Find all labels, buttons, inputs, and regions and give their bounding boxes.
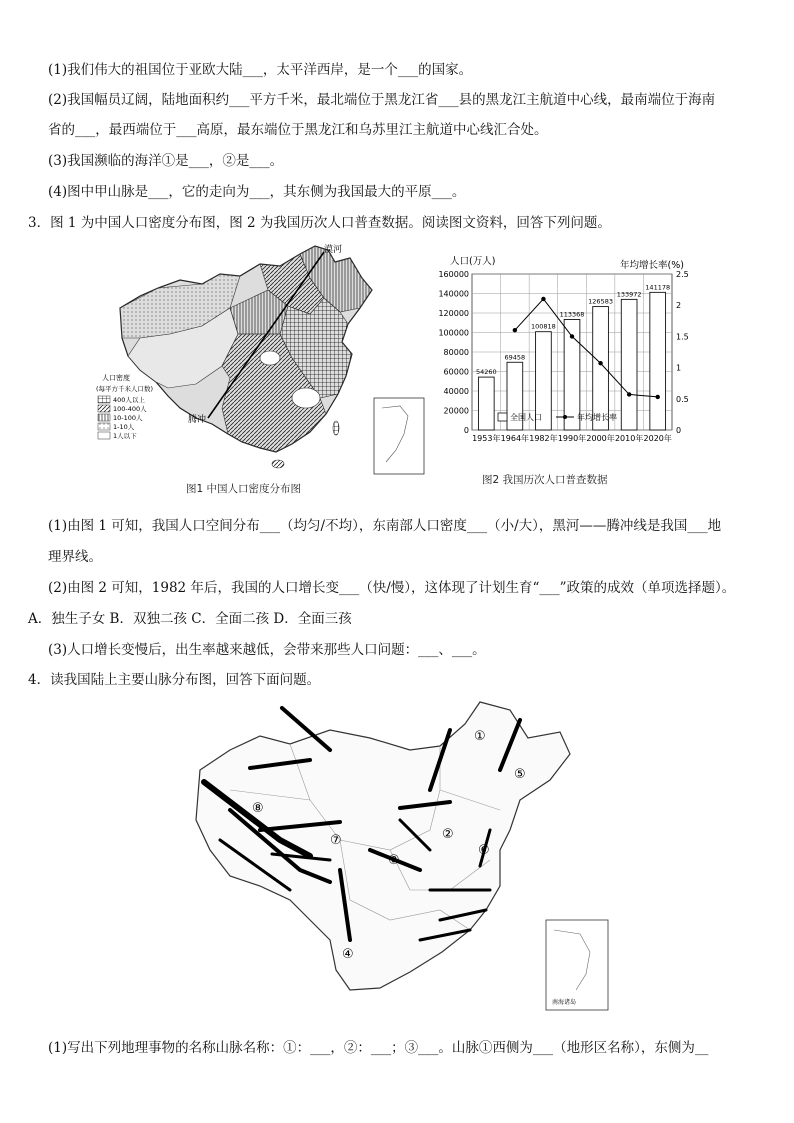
legend-swatch-population — [498, 413, 507, 421]
bar-population — [478, 377, 494, 430]
y-tick-label: 60000 — [443, 367, 469, 377]
q3-s1b: 理界线。 — [48, 549, 102, 565]
mountain-map — [190, 690, 620, 1020]
growth-rate-point — [598, 361, 602, 365]
y-tick-label: 140000 — [438, 289, 469, 299]
x-tick-label: 2020年 — [643, 434, 672, 443]
q3-intro: 3．图 1 为中国人口密度分布图，图 2 为我国历次人口普查数据。阅读图文资料，回答下列问题。 — [28, 215, 611, 231]
q2-line-4: (3)我国濒临的海洋①是___，②是___。 — [48, 153, 284, 169]
y-tick-label: 100000 — [438, 328, 469, 338]
marker-2: ② — [442, 827, 454, 842]
label-tengchong: 腾冲 — [188, 415, 207, 425]
y-tick-label: 120000 — [438, 309, 469, 318]
y-tick-label: 20000 — [443, 406, 469, 416]
marker-6: ⑥ — [478, 843, 490, 858]
legend-item-2: 100-400人 — [113, 405, 147, 413]
legend-item-3: 10-100人 — [113, 414, 143, 422]
china-outline-2 — [196, 702, 570, 990]
y2-tick-label: 1.5 — [676, 332, 689, 342]
growth-rate-point — [541, 297, 545, 301]
bar-population — [593, 307, 609, 430]
legend-item-5: 1人以下 — [113, 432, 137, 440]
q2-line-3: 省的___，最西端位于___高原，最东端位于黑龙江和乌苏里江主航道中心线汇合处。 — [48, 122, 548, 138]
y-tick-label: 80000 — [443, 348, 469, 357]
x-tick-label: 2000年 — [586, 434, 615, 443]
q3-s2: (2)由图 2 可知，1982 年后，我国的人口增长变___（快/慢），这体现了计划生育“___”政策的成效（单项选择题）。 — [48, 580, 736, 596]
legend-title: 人口密度 — [102, 374, 130, 382]
y2-tick-label: 0 — [676, 426, 682, 435]
inset-label: 南海诸岛 — [552, 999, 577, 1006]
y2-tick-label: 0.5 — [676, 394, 689, 404]
x-tick-label: 1982年 — [529, 434, 558, 443]
bar-data-label: 126583 — [588, 297, 613, 306]
bar-data-label: 54260 — [475, 368, 497, 377]
q2-line-1: (1)我们伟大的祖国位于亚欧大陆___，太平洋西岸，是一个___的国家。 — [48, 62, 473, 78]
q3-s2-options: A．独生子女 B．双独二孩 C．全面二孩 D．全面三孩 — [28, 611, 352, 627]
census-chart — [440, 250, 710, 450]
bar-data-label: 113368 — [559, 310, 585, 319]
marker-7: ⑦ — [330, 833, 342, 848]
q3-s1: (1)由图 1 可知，我国人口空间分布___（均匀/不均），东南部人口密度___（小/大），黑河——腾冲线是我国___地 — [48, 518, 722, 534]
y-tick-label: 160000 — [438, 270, 469, 279]
marker-1: ① — [474, 729, 486, 744]
y-tick-label: 0 — [463, 426, 469, 435]
legend-subtitle: (每平方千米人口数) — [96, 385, 154, 393]
legend-swatch-rate-dot — [563, 415, 567, 419]
map-legend — [96, 373, 153, 440]
chart-y2label: 年均增长率(%) — [620, 260, 684, 271]
y-tick-label: 40000 — [443, 387, 469, 396]
bar-data-label: 141178 — [645, 283, 671, 292]
marker-4: ④ — [342, 947, 354, 962]
bar-data-label: 100818 — [531, 322, 556, 331]
growth-rate-point — [627, 392, 631, 396]
fig1-caption: 图1 中国人口密度分布图 — [186, 483, 302, 495]
bar-data-label: 69458 — [504, 353, 526, 362]
south-sea-inset — [374, 398, 424, 474]
marker-3: ③ — [388, 853, 400, 868]
q2-line-2: (2)我国幅员辽阔，陆地面积约___平方千米，最北端位于黑龙江省___县的黑龙江主航道中心线，最南端位于海南 — [48, 92, 716, 108]
y2-tick-label: 2.5 — [676, 270, 689, 279]
q3-s3: (3)人口增长变慢后，出生率越来越低，会带来那些人口问题：___、___。 — [48, 642, 486, 658]
bar-population — [650, 292, 666, 430]
legend-item-4: 1-10人 — [113, 423, 135, 431]
q4-s1: (1)写出下列地理事物的名称山脉名称：①：___，②：___；③___。山脉①西侧为___（地形区名称），东侧为__ — [48, 1040, 709, 1056]
population-density-map — [96, 238, 440, 478]
bar-population — [621, 299, 637, 430]
y2-tick-label: 1 — [676, 363, 682, 373]
fig2-caption: 图2 我国历次人口普查数据 — [482, 474, 608, 486]
x-tick-label: 1990年 — [557, 434, 587, 443]
x-tick-label: 2010年 — [614, 434, 644, 443]
legend-label-population: 全国人口 — [510, 413, 542, 422]
legend-label-rate: 年均增长率 — [577, 413, 617, 422]
marker-8: ⑧ — [252, 801, 264, 816]
x-tick-label: 1953年 — [472, 434, 501, 443]
chart-ylabel: 人口(万人) — [450, 256, 496, 267]
q2-line-5: (4)图中甲山脉是___，它的走向为___，其东侧为我国最大的平原___。 — [48, 184, 466, 200]
legend-item-1: 400人以上 — [113, 396, 145, 404]
label-heihe: 漠河 — [324, 245, 343, 255]
growth-rate-point — [513, 328, 517, 332]
q4-intro: 4．读我国陆上主要山脉分布图，回答下面问题。 — [28, 672, 321, 688]
marker-5: ⑤ — [514, 767, 526, 782]
growth-rate-point — [570, 334, 574, 338]
y2-tick-label: 2 — [676, 301, 682, 311]
x-tick-label: 1964年 — [500, 434, 530, 443]
growth-rate-point — [656, 395, 660, 399]
bar-data-label: 133972 — [616, 290, 642, 299]
